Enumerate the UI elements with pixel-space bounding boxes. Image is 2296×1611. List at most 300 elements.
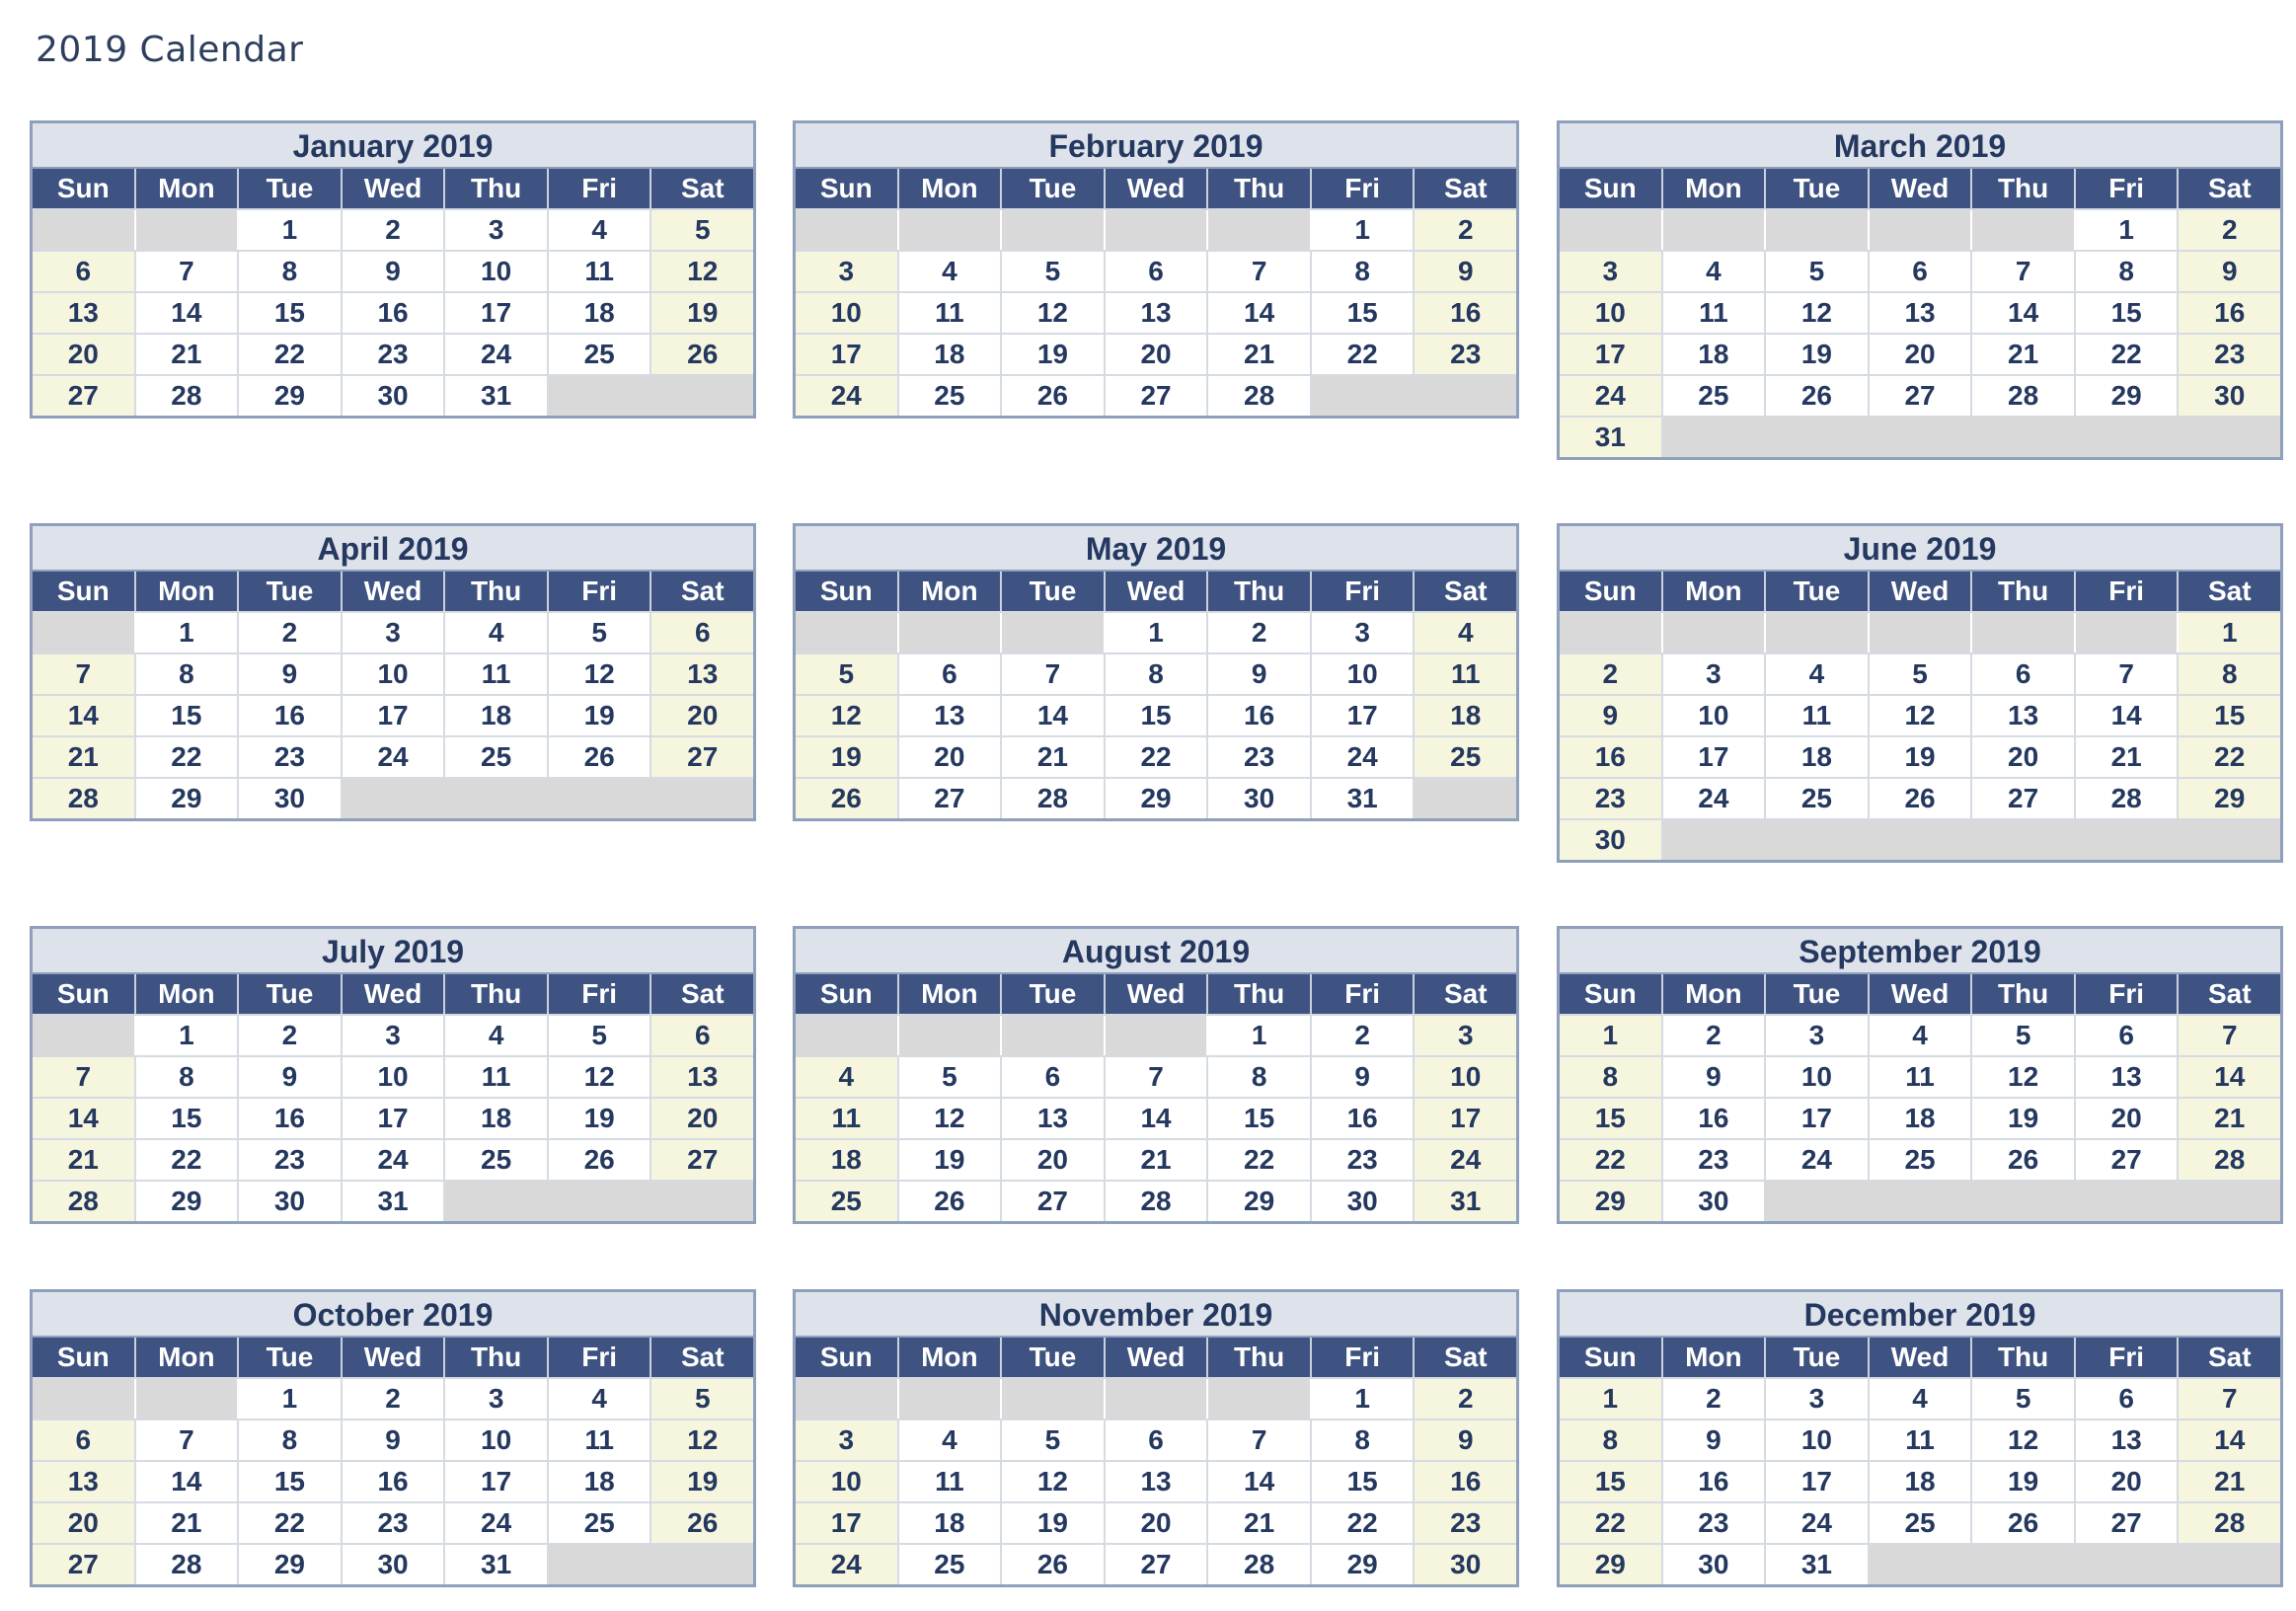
day-cell: 10 bbox=[1312, 654, 1416, 694]
day-cell: 17 bbox=[445, 293, 549, 333]
day-cell: 2 bbox=[239, 613, 343, 652]
day-cell: 24 bbox=[1766, 1140, 1870, 1180]
weekday-header: Thu bbox=[445, 572, 549, 611]
day-cell: 19 bbox=[651, 1462, 753, 1501]
weekday-header: Mon bbox=[1663, 974, 1767, 1014]
empty-day-cell bbox=[1870, 1545, 1973, 1584]
month-calendar bbox=[30, 1289, 756, 1587]
empty-day-cell bbox=[1663, 613, 1767, 652]
day-cell: 20 bbox=[1002, 1140, 1106, 1180]
day-cell: 27 bbox=[33, 376, 136, 416]
day-cell: 4 bbox=[1870, 1379, 1973, 1419]
weekday-header: Wed bbox=[1106, 572, 1209, 611]
day-cell: 30 bbox=[1415, 1545, 1516, 1584]
month-title: July 2019 bbox=[33, 929, 753, 974]
day-cell: 10 bbox=[796, 293, 899, 333]
day-cell: 23 bbox=[239, 737, 343, 777]
week-row bbox=[33, 374, 753, 416]
week-row bbox=[1560, 735, 2280, 777]
day-cell: 17 bbox=[796, 335, 899, 374]
day-cell: 3 bbox=[796, 252, 899, 291]
day-cell: 5 bbox=[1002, 252, 1106, 291]
empty-day-cell bbox=[549, 376, 652, 416]
month-title: May 2019 bbox=[796, 526, 1516, 572]
day-cell: 23 bbox=[343, 335, 446, 374]
day-cell: 7 bbox=[136, 1420, 240, 1460]
weekday-header: Sun bbox=[796, 572, 899, 611]
empty-day-cell bbox=[796, 1016, 899, 1055]
weekday-header: Fri bbox=[2076, 169, 2180, 208]
day-cell: 14 bbox=[2076, 696, 2180, 735]
day-cell: 8 bbox=[1312, 252, 1416, 291]
day-cell: 1 bbox=[2179, 613, 2280, 652]
weekday-header: Mon bbox=[136, 1338, 240, 1377]
day-cell: 14 bbox=[1972, 293, 2076, 333]
day-cell: 11 bbox=[445, 654, 549, 694]
day-cell: 12 bbox=[1002, 1462, 1106, 1501]
weekday-header: Sat bbox=[680, 173, 725, 203]
day-cell: 23 bbox=[239, 1140, 343, 1180]
day-cell: 25 bbox=[445, 1140, 549, 1180]
empty-day-cell bbox=[1870, 820, 1973, 860]
day-cell: 5 bbox=[1972, 1379, 2076, 1419]
day-cell: 1 bbox=[2076, 210, 2180, 250]
weekday-header: Fri bbox=[549, 974, 652, 1014]
day-cell: 18 bbox=[549, 293, 652, 333]
day-cell: 16 bbox=[1415, 1462, 1516, 1501]
day-cell: 30 bbox=[1560, 820, 1663, 860]
day-cell: 12 bbox=[1972, 1420, 2076, 1460]
day-cell: 21 bbox=[1972, 335, 2076, 374]
day-cell: 10 bbox=[1560, 293, 1663, 333]
day-cell: 22 bbox=[1208, 1140, 1312, 1180]
day-cell: 15 bbox=[239, 1462, 343, 1501]
day-cell: 5 bbox=[1972, 1016, 2076, 1055]
day-cell: 19 bbox=[796, 737, 899, 777]
day-cell: 25 bbox=[549, 335, 652, 374]
day-cell: 16 bbox=[1312, 1099, 1416, 1138]
day-cell: 31 bbox=[1415, 1182, 1516, 1221]
empty-day-cell bbox=[33, 210, 136, 250]
empty-day-cell bbox=[1312, 376, 1416, 416]
week-row bbox=[796, 1419, 1516, 1460]
day-cell: 3 bbox=[796, 1420, 899, 1460]
day-cell: 26 bbox=[549, 1140, 652, 1180]
day-cell: 5 bbox=[549, 613, 652, 652]
weekday-header: Tue bbox=[239, 974, 343, 1014]
weekday-header: Mon bbox=[136, 974, 240, 1014]
day-cell: 3 bbox=[445, 1379, 549, 1419]
day-cell: 3 bbox=[1766, 1379, 1870, 1419]
empty-day-cell bbox=[1972, 210, 2076, 250]
empty-day-cell bbox=[1972, 1545, 2076, 1584]
weekday-header: Thu bbox=[445, 974, 549, 1014]
weekday-header-row bbox=[1560, 1338, 2280, 1377]
empty-day-cell bbox=[1663, 820, 1767, 860]
week-row bbox=[796, 652, 1516, 694]
day-cell: 14 bbox=[2179, 1057, 2280, 1097]
day-cell: 13 bbox=[33, 1462, 136, 1501]
weekday-header: Sat bbox=[2207, 173, 2252, 203]
day-cell: 11 bbox=[899, 293, 1003, 333]
day-cell: 28 bbox=[1208, 1545, 1312, 1584]
weekday-header: Sun bbox=[1560, 169, 1663, 208]
day-cell: 7 bbox=[33, 1057, 136, 1097]
week-row bbox=[796, 611, 1516, 652]
day-cell: 25 bbox=[899, 376, 1003, 416]
weekday-header: Wed bbox=[1870, 169, 1973, 208]
day-cell: 19 bbox=[899, 1140, 1003, 1180]
day-cell: 1 bbox=[239, 210, 343, 250]
day-cell: 23 bbox=[1208, 737, 1312, 777]
day-cell: 1 bbox=[1106, 613, 1209, 652]
day-cell: 4 bbox=[1663, 252, 1767, 291]
weekday-header: Fri bbox=[549, 169, 652, 208]
weekday-header: Wed bbox=[1870, 974, 1973, 1014]
month-title: February 2019 bbox=[796, 123, 1516, 169]
month-title: October 2019 bbox=[33, 1292, 753, 1338]
week-row bbox=[1560, 291, 2280, 333]
day-cell: 28 bbox=[1002, 779, 1106, 818]
week-row bbox=[796, 1543, 1516, 1584]
day-cell: 14 bbox=[136, 1462, 240, 1501]
month-title: March 2019 bbox=[1560, 123, 2280, 169]
empty-day-cell bbox=[651, 376, 753, 416]
weekday-header: Tue bbox=[1002, 974, 1106, 1014]
day-cell: 13 bbox=[899, 696, 1003, 735]
day-cell: 1 bbox=[136, 1016, 240, 1055]
week-row bbox=[1560, 777, 2280, 818]
day-cell: 7 bbox=[1106, 1057, 1209, 1097]
day-cell: 12 bbox=[651, 1420, 753, 1460]
day-cell: 18 bbox=[796, 1140, 899, 1180]
weekday-header: Wed bbox=[1870, 572, 1973, 611]
weekday-header-row bbox=[796, 572, 1516, 611]
empty-day-cell bbox=[343, 779, 446, 818]
day-cell: 29 bbox=[1312, 1545, 1416, 1584]
day-cell: 9 bbox=[1415, 252, 1516, 291]
empty-day-cell bbox=[651, 1182, 753, 1221]
day-cell: 17 bbox=[1415, 1099, 1516, 1138]
day-cell: 7 bbox=[1002, 654, 1106, 694]
day-cell: 5 bbox=[1002, 1420, 1106, 1460]
empty-day-cell bbox=[2179, 1545, 2280, 1584]
weekday-header-row bbox=[1560, 169, 2280, 208]
day-cell: 19 bbox=[549, 1099, 652, 1138]
day-cell: 8 bbox=[136, 1057, 240, 1097]
day-cell: 24 bbox=[445, 335, 549, 374]
month-calendar bbox=[1557, 926, 2283, 1224]
day-cell: 14 bbox=[1208, 1462, 1312, 1501]
weekday-header-row bbox=[796, 169, 1516, 208]
day-cell: 23 bbox=[343, 1503, 446, 1543]
empty-day-cell bbox=[2076, 1182, 2180, 1221]
day-cell: 24 bbox=[343, 737, 446, 777]
day-cell: 28 bbox=[136, 1545, 240, 1584]
day-cell: 23 bbox=[1312, 1140, 1416, 1180]
day-cell: 28 bbox=[1972, 376, 2076, 416]
week-row bbox=[796, 1014, 1516, 1055]
week-row bbox=[1560, 694, 2280, 735]
week-row bbox=[33, 208, 753, 250]
day-cell: 7 bbox=[33, 654, 136, 694]
day-cell: 23 bbox=[1415, 335, 1516, 374]
day-cell: 23 bbox=[1663, 1503, 1767, 1543]
empty-day-cell bbox=[2076, 418, 2180, 457]
weekday-header: Tue bbox=[239, 572, 343, 611]
day-cell: 21 bbox=[2179, 1462, 2280, 1501]
day-cell: 21 bbox=[2076, 737, 2180, 777]
day-cell: 3 bbox=[1312, 613, 1416, 652]
empty-day-cell bbox=[1766, 820, 1870, 860]
empty-day-cell bbox=[1002, 210, 1106, 250]
day-cell: 4 bbox=[796, 1057, 899, 1097]
day-cell: 27 bbox=[1972, 779, 2076, 818]
day-cell: 27 bbox=[651, 737, 753, 777]
weekday-header: Tue bbox=[1002, 1338, 1106, 1377]
empty-day-cell bbox=[1106, 1016, 1209, 1055]
day-cell: 25 bbox=[445, 737, 549, 777]
day-cell: 3 bbox=[1560, 252, 1663, 291]
weekday-header: Sat bbox=[2207, 1342, 2252, 1372]
weekday-header: Thu bbox=[1972, 572, 2076, 611]
day-cell: 6 bbox=[1972, 654, 2076, 694]
day-cell: 18 bbox=[445, 1099, 549, 1138]
empty-day-cell bbox=[1972, 1182, 2076, 1221]
weekday-header-row bbox=[1560, 572, 2280, 611]
weekday-header: Tue bbox=[239, 1338, 343, 1377]
weekday-header: Tue bbox=[1766, 1338, 1870, 1377]
day-cell: 2 bbox=[343, 1379, 446, 1419]
day-cell: 7 bbox=[1208, 252, 1312, 291]
week-row bbox=[796, 1138, 1516, 1180]
day-cell: 31 bbox=[1560, 418, 1663, 457]
day-cell: 6 bbox=[899, 654, 1003, 694]
day-cell: 9 bbox=[343, 1420, 446, 1460]
day-cell: 5 bbox=[899, 1057, 1003, 1097]
week-row bbox=[33, 1377, 753, 1419]
weekday-header-row bbox=[33, 572, 753, 611]
weekday-header-row bbox=[1560, 974, 2280, 1014]
day-cell: 6 bbox=[2076, 1379, 2180, 1419]
day-cell: 23 bbox=[1560, 779, 1663, 818]
week-row bbox=[33, 1014, 753, 1055]
weekday-header: Sat bbox=[1443, 575, 1488, 606]
day-cell: 17 bbox=[1560, 335, 1663, 374]
empty-day-cell bbox=[1870, 1182, 1973, 1221]
week-row bbox=[796, 374, 1516, 416]
week-row bbox=[796, 1460, 1516, 1501]
empty-day-cell bbox=[549, 1182, 652, 1221]
day-cell: 18 bbox=[549, 1462, 652, 1501]
weekday-header: Tue bbox=[1766, 572, 1870, 611]
day-cell: 6 bbox=[33, 252, 136, 291]
day-cell: 20 bbox=[651, 1099, 753, 1138]
day-cell: 16 bbox=[2179, 293, 2280, 333]
day-cell: 6 bbox=[651, 613, 753, 652]
day-cell: 31 bbox=[445, 1545, 549, 1584]
month-calendar bbox=[1557, 523, 2283, 863]
day-cell: 21 bbox=[33, 737, 136, 777]
day-cell: 27 bbox=[2076, 1140, 2180, 1180]
day-cell: 9 bbox=[1663, 1420, 1767, 1460]
day-cell: 25 bbox=[899, 1545, 1003, 1584]
day-cell: 21 bbox=[136, 1503, 240, 1543]
day-cell: 13 bbox=[33, 293, 136, 333]
day-cell: 10 bbox=[343, 1057, 446, 1097]
weekday-header: Sun bbox=[1560, 1338, 1663, 1377]
day-cell: 31 bbox=[445, 376, 549, 416]
day-cell: 10 bbox=[343, 654, 446, 694]
day-cell: 26 bbox=[1766, 376, 1870, 416]
day-cell: 30 bbox=[343, 376, 446, 416]
day-cell: 17 bbox=[796, 1503, 899, 1543]
weekday-header: Tue bbox=[1002, 572, 1106, 611]
day-cell: 31 bbox=[343, 1182, 446, 1221]
weekday-header: Mon bbox=[136, 572, 240, 611]
day-cell: 22 bbox=[136, 737, 240, 777]
weekday-header: Sat bbox=[1443, 978, 1488, 1009]
week-row bbox=[33, 1097, 753, 1138]
day-cell: 25 bbox=[1870, 1503, 1973, 1543]
week-row bbox=[1560, 1055, 2280, 1097]
day-cell: 31 bbox=[1312, 779, 1416, 818]
day-cell: 28 bbox=[136, 376, 240, 416]
week-row bbox=[1560, 611, 2280, 652]
day-cell: 5 bbox=[796, 654, 899, 694]
day-cell: 13 bbox=[651, 1057, 753, 1097]
day-cell: 7 bbox=[2179, 1016, 2280, 1055]
weekday-header: Fri bbox=[2076, 1338, 2180, 1377]
page-title: 2019 Calendar bbox=[36, 30, 304, 70]
day-cell: 10 bbox=[445, 252, 549, 291]
day-cell: 28 bbox=[1106, 1182, 1209, 1221]
empty-day-cell bbox=[1208, 210, 1312, 250]
week-row bbox=[796, 1097, 1516, 1138]
day-cell: 15 bbox=[1560, 1099, 1663, 1138]
day-cell: 27 bbox=[2076, 1503, 2180, 1543]
week-row bbox=[796, 1501, 1516, 1543]
day-cell: 14 bbox=[2179, 1420, 2280, 1460]
day-cell: 15 bbox=[136, 696, 240, 735]
empty-day-cell bbox=[1002, 613, 1106, 652]
day-cell: 21 bbox=[1002, 737, 1106, 777]
day-cell: 30 bbox=[1663, 1545, 1767, 1584]
empty-day-cell bbox=[445, 779, 549, 818]
day-cell: 1 bbox=[1208, 1016, 1312, 1055]
week-row bbox=[33, 1180, 753, 1221]
empty-day-cell bbox=[899, 613, 1003, 652]
day-cell: 2 bbox=[343, 210, 446, 250]
day-cell: 18 bbox=[1766, 737, 1870, 777]
weekday-header: Fri bbox=[549, 1338, 652, 1377]
day-cell: 20 bbox=[651, 696, 753, 735]
empty-day-cell bbox=[1106, 1379, 1209, 1419]
day-cell: 26 bbox=[1002, 1545, 1106, 1584]
day-cell: 24 bbox=[1312, 737, 1416, 777]
day-cell: 11 bbox=[445, 1057, 549, 1097]
week-row bbox=[1560, 1138, 2280, 1180]
weekday-header: Mon bbox=[899, 169, 1003, 208]
empty-day-cell bbox=[796, 613, 899, 652]
day-cell: 28 bbox=[33, 779, 136, 818]
empty-day-cell bbox=[1002, 1379, 1106, 1419]
day-cell: 9 bbox=[1312, 1057, 1416, 1097]
day-cell: 13 bbox=[2076, 1420, 2180, 1460]
month-calendar bbox=[793, 523, 1519, 821]
day-cell: 7 bbox=[1972, 252, 2076, 291]
day-cell: 10 bbox=[796, 1462, 899, 1501]
weekday-header: Thu bbox=[1208, 974, 1312, 1014]
day-cell: 4 bbox=[899, 252, 1003, 291]
day-cell: 20 bbox=[1972, 737, 2076, 777]
day-cell: 19 bbox=[1766, 335, 1870, 374]
weekday-header: Wed bbox=[343, 572, 446, 611]
day-cell: 5 bbox=[651, 1379, 753, 1419]
weekday-header: Sun bbox=[33, 1338, 136, 1377]
weekday-header: Fri bbox=[1312, 974, 1416, 1014]
day-cell: 14 bbox=[1106, 1099, 1209, 1138]
weekday-header: Sun bbox=[1560, 572, 1663, 611]
day-cell: 11 bbox=[899, 1462, 1003, 1501]
week-row bbox=[1560, 652, 2280, 694]
day-cell: 22 bbox=[239, 335, 343, 374]
day-cell: 20 bbox=[2076, 1462, 2180, 1501]
month-calendar bbox=[793, 1289, 1519, 1587]
day-cell: 29 bbox=[136, 779, 240, 818]
day-cell: 11 bbox=[1663, 293, 1767, 333]
weekday-header: Thu bbox=[1972, 169, 2076, 208]
day-cell: 12 bbox=[1972, 1057, 2076, 1097]
day-cell: 23 bbox=[1663, 1140, 1767, 1180]
empty-day-cell bbox=[1972, 418, 2076, 457]
weekday-header: Mon bbox=[899, 1338, 1003, 1377]
day-cell: 3 bbox=[445, 210, 549, 250]
empty-day-cell bbox=[899, 1016, 1003, 1055]
weekday-header-row bbox=[33, 974, 753, 1014]
weekday-header: Sun bbox=[796, 169, 899, 208]
day-cell: 30 bbox=[239, 779, 343, 818]
week-row bbox=[33, 250, 753, 291]
day-cell: 15 bbox=[1312, 1462, 1416, 1501]
day-cell: 6 bbox=[1870, 252, 1973, 291]
day-cell: 18 bbox=[899, 1503, 1003, 1543]
day-cell: 8 bbox=[1312, 1420, 1416, 1460]
day-cell: 6 bbox=[33, 1420, 136, 1460]
day-cell: 9 bbox=[1415, 1420, 1516, 1460]
day-cell: 18 bbox=[445, 696, 549, 735]
day-cell: 27 bbox=[33, 1545, 136, 1584]
day-cell: 20 bbox=[899, 737, 1003, 777]
empty-day-cell bbox=[2179, 1182, 2280, 1221]
week-row bbox=[33, 735, 753, 777]
month-title: November 2019 bbox=[796, 1292, 1516, 1338]
week-row bbox=[33, 1138, 753, 1180]
day-cell: 7 bbox=[2076, 654, 2180, 694]
week-row bbox=[796, 735, 1516, 777]
day-cell: 17 bbox=[1663, 737, 1767, 777]
day-cell: 29 bbox=[1560, 1182, 1663, 1221]
day-cell: 19 bbox=[1870, 737, 1973, 777]
day-cell: 15 bbox=[1106, 696, 1209, 735]
day-cell: 14 bbox=[33, 1099, 136, 1138]
day-cell: 24 bbox=[1415, 1140, 1516, 1180]
day-cell: 24 bbox=[1663, 779, 1767, 818]
day-cell: 22 bbox=[239, 1503, 343, 1543]
day-cell: 30 bbox=[1663, 1182, 1767, 1221]
week-row bbox=[1560, 1014, 2280, 1055]
month-calendar bbox=[30, 120, 756, 419]
